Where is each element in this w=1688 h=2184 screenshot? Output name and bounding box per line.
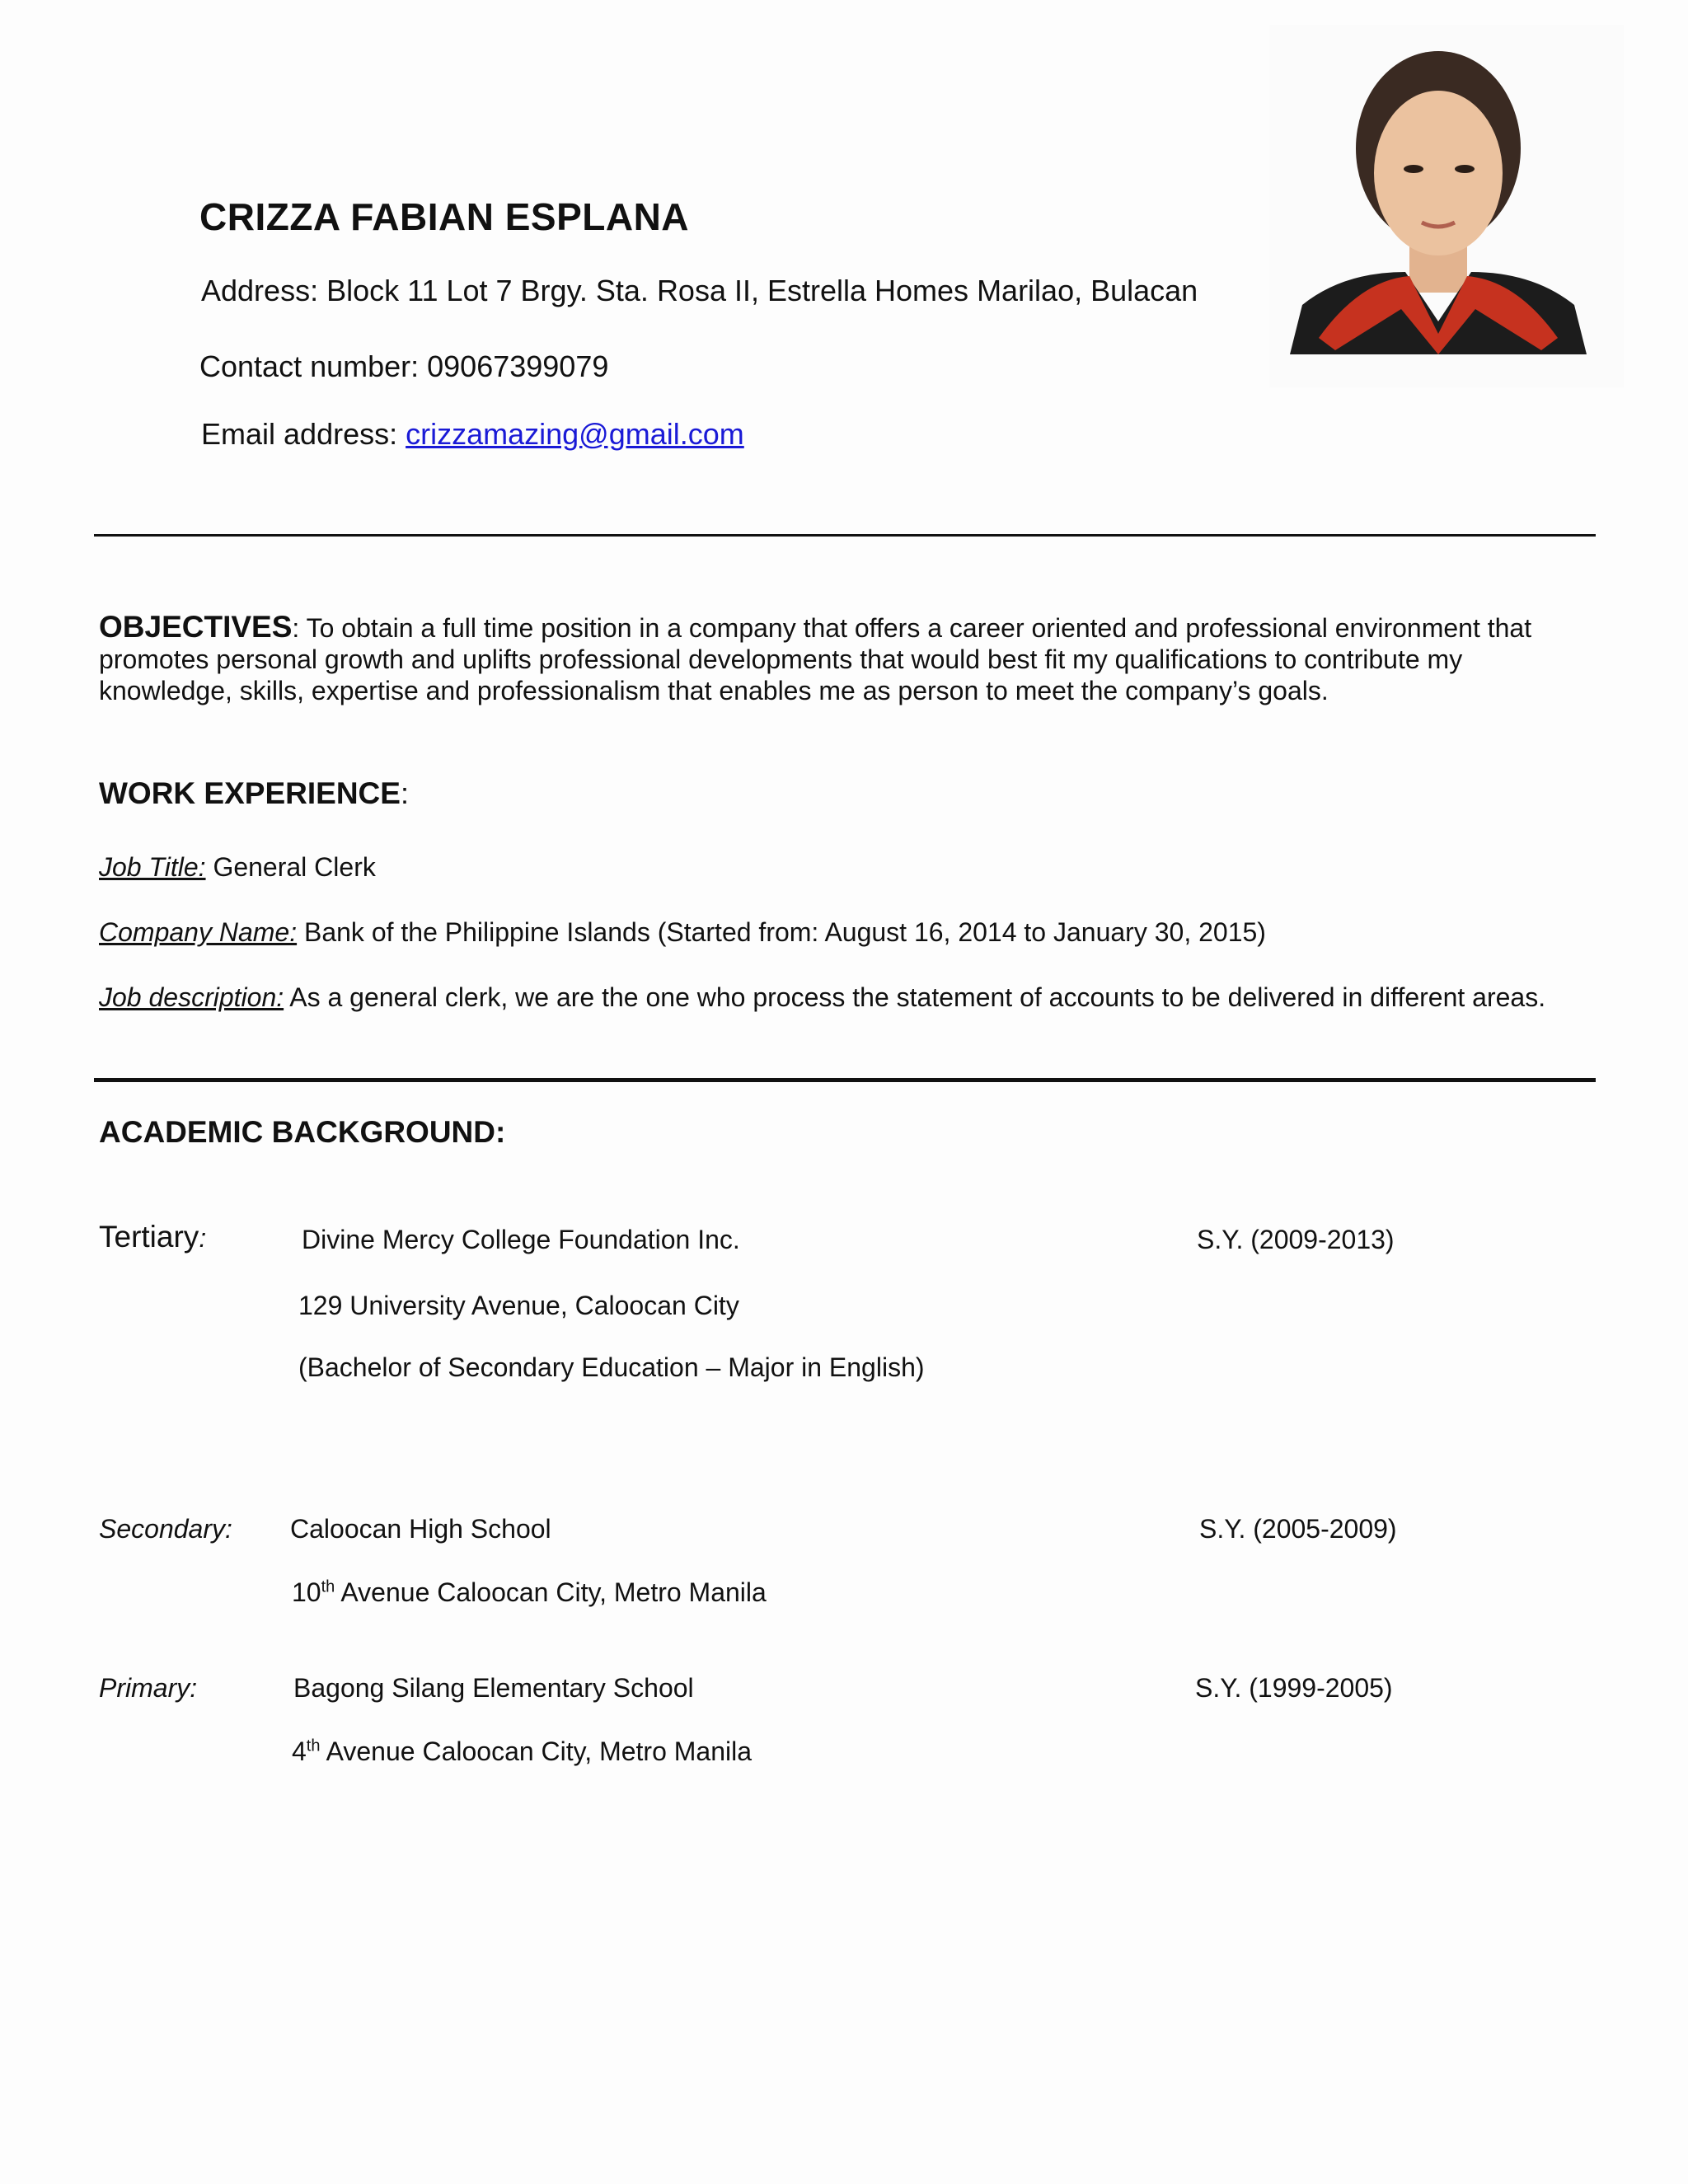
secondary-school: Caloocan High School — [290, 1514, 551, 1544]
secondary-address — [292, 1577, 767, 1608]
email-label: Email address: — [201, 417, 406, 451]
applicant-name: CRIZZA FABIAN ESPLANA — [199, 195, 690, 238]
tertiary-address: 129 University Avenue, Caloocan City — [298, 1291, 739, 1320]
email-link[interactable]: crizzamazing@gmail.com — [406, 417, 744, 451]
primary-address-suffix: th — [306, 1736, 321, 1755]
secondary-address-rest: Avenue Caloocan City, Metro Manila — [335, 1577, 767, 1607]
secondary-label: Secondary: — [99, 1514, 232, 1544]
address-line: Address: Block 11 Lot 7 Brgy. Sta. Rosa II, Estrella Homes Marilao, Bulacan — [201, 274, 1198, 307]
tertiary-school-year: S.Y. (2009-2013) — [1197, 1225, 1395, 1254]
profile-photo — [1269, 25, 1624, 387]
secondary-address-suffix: th — [321, 1577, 335, 1596]
objectives-text: : To obtain a full time position in a company that offers a career oriented and professional environment that promotes personal growth and uplifts professional developments that would best fit my qualifications to contribute my knowledge, skills, expertise and professionalism that enables me as person to meet the company’s goals. — [99, 613, 1532, 705]
job-title-value: General Clerk — [205, 852, 376, 882]
job-description-paragraph — [99, 982, 1582, 1013]
tertiary-course: (Bachelor of Secondary Education – Major in English) — [298, 1352, 925, 1382]
job-description-text: As a general clerk, we are the one who process the statement of accounts to be delivered in different areas. — [284, 982, 1546, 1012]
primary-school-year: S.Y. (1999-2005) — [1195, 1673, 1393, 1703]
tertiary-label-line — [99, 1220, 206, 1254]
primary-address — [292, 1736, 752, 1767]
header-divider — [94, 534, 1596, 537]
objectives-heading: OBJECTIVES — [99, 610, 293, 644]
tertiary-school: Divine Mercy College Foundation Inc. — [302, 1225, 740, 1254]
section-divider — [94, 1078, 1596, 1082]
primary-address-number: 4 — [292, 1736, 307, 1766]
job-title-line — [99, 852, 376, 883]
primary-school: Bagong Silang Elementary School — [293, 1673, 694, 1703]
primary-address-rest: Avenue Caloocan City, Metro Manila — [320, 1736, 753, 1766]
job-title-label: Job Title: — [99, 852, 206, 882]
company-label: Company Name: — [99, 917, 298, 947]
work-experience-heading: WORK EXPERIENCE — [99, 776, 401, 810]
tertiary-label: Tertiary — [99, 1220, 199, 1254]
contact-number: Contact number: 09067399079 — [199, 349, 609, 383]
company-line — [99, 917, 1266, 948]
work-experience-colon: : — [400, 776, 409, 810]
secondary-school-year: S.Y. (2005-2009) — [1199, 1514, 1397, 1544]
job-description-label: Job description: — [99, 982, 284, 1012]
primary-label: Primary: — [99, 1673, 198, 1703]
work-experience-heading-line — [99, 776, 409, 811]
objectives-paragraph — [99, 612, 1582, 706]
tertiary-colon: : — [199, 1223, 207, 1253]
secondary-address-number: 10 — [292, 1577, 321, 1607]
academic-heading: ACADEMIC BACKGROUND: — [99, 1115, 506, 1149]
company-value: Bank of the Philippine Islands (Started from: August 16, 2014 to January 30, 2015) — [297, 917, 1266, 947]
email-line — [201, 417, 744, 452]
